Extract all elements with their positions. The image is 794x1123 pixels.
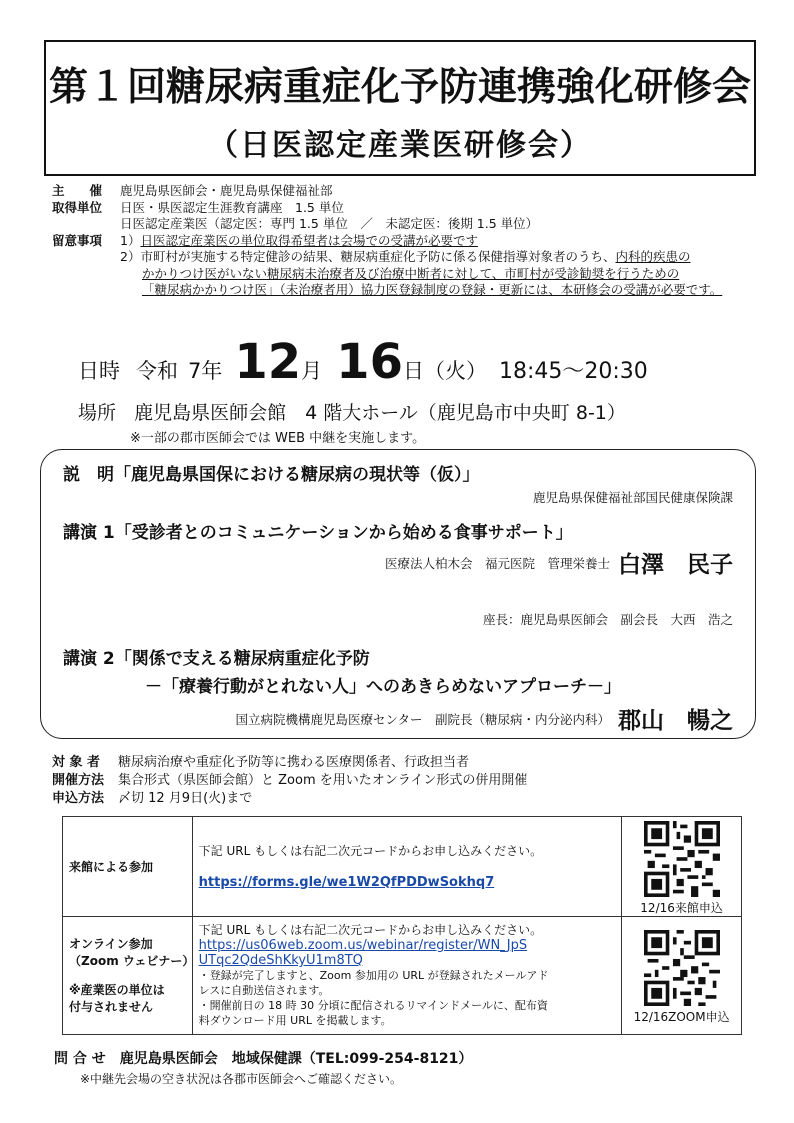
apply-deadline: 〆切 12 月9日(火)まで xyxy=(118,791,253,806)
target: 糖尿病治療や重症化予防等に携わる医療関係者、行政担当者 xyxy=(118,755,470,770)
row1-content xyxy=(192,817,622,917)
row2-note2a: ・開催前日の 18 時 30 分頃に配信されるリマインドメールに、配布資 xyxy=(198,999,548,1012)
weekday: （火） xyxy=(423,359,487,383)
info2-section xyxy=(52,754,772,808)
method-label: 開催方法 xyxy=(52,773,105,788)
row2-url-link-1[interactable]: https://us06web.zoom.us/webinar/register/WN_JpS xyxy=(198,938,528,953)
program-box xyxy=(40,449,756,739)
note1: 日医認定産業医の単位取得希望者は会場での受講が必要です xyxy=(140,232,478,248)
row2-note1a: ・登録が完了しますと、Zoom 参加用の URL が登録されたメールアド xyxy=(198,969,549,982)
note1-num: 1） xyxy=(120,232,141,248)
day-unit: 日 xyxy=(402,359,424,383)
page-title: 第１回糖尿病重症化予防連携強化研修会 xyxy=(48,65,751,110)
lecture1-title: 講演 1「受診者とのコミュニケーションから始める食事サポート」 xyxy=(63,523,573,543)
title-box xyxy=(44,40,756,176)
row2-text: 下記 URL もしくは右記二次元コードからお申し込みください。 xyxy=(198,923,543,937)
row1-label: 来館による参加 xyxy=(63,817,193,917)
lecture1-org: 医療法人柏木会 福元医院 管理栄養士 xyxy=(384,555,610,571)
organizer-label: 主 催 xyxy=(52,183,103,198)
datetime-label: 日時 xyxy=(78,359,120,383)
note2-num: 2） xyxy=(120,249,141,264)
row2-qr-caption: 12/16ZOOM申込 xyxy=(633,1010,730,1024)
row1-url-link[interactable]: https://forms.gle/we1W2QfPDDwSokhq7 xyxy=(198,874,495,890)
note2-a: 市町村が実施する特定健診の結果、糖尿病重症化予防に係る保健指導対象者のうち、 xyxy=(140,249,616,264)
explain-title: 説 明「鹿児島県国保における糖尿病の現状等（仮）」 xyxy=(63,465,480,485)
notes-label: 留意事項 xyxy=(52,232,103,248)
qr-code-icon[interactable] xyxy=(644,821,720,897)
credit-line2: 日医認定産業医（認定医：専門 1.5 単位 ／ 未認定医：後期 1.5 単位） xyxy=(120,216,539,231)
row1-qr-cell xyxy=(622,817,742,917)
lecture2-speaker: 郡山 暢之 xyxy=(618,708,733,734)
row1-text: 下記 URL もしくは右記二次元コードからお申し込みください。 xyxy=(198,843,543,858)
web-note: ※一部の郡市医師会では WEB 中継を実施します。 xyxy=(130,431,426,446)
contact: 問 合 せ 鹿児島県医師会 地域保健課（TEL:099-254-8121） xyxy=(54,1051,473,1067)
event-datetime xyxy=(78,334,758,390)
lecture2-title: 講演 2「関係で支える糖尿病重症化予防 xyxy=(63,649,370,669)
row2-label xyxy=(63,917,193,1035)
explain-org: 鹿児島県保健福祉部国民健康保険課 xyxy=(532,490,733,505)
lecture2-subtitle: －「療養行動がとれない人」へのあきらめないアプローチ－」 xyxy=(145,677,621,697)
era: 令和 xyxy=(136,359,178,383)
page-subtitle: （日医認定産業医研修会） xyxy=(208,128,592,163)
apply-label: 申込方法 xyxy=(52,791,105,806)
day: 16 xyxy=(336,334,403,390)
time: 18:45～20:30 xyxy=(498,359,648,384)
note2-c: 「糖尿病かかりつけ医」（未治療者用）協力医登録制度の登録・更新には、本研修会の受講が必要です。 xyxy=(142,282,723,297)
row2-note2b: 料ダウンロード用 URL を掲載します。 xyxy=(198,1014,392,1027)
month: 12 xyxy=(234,334,302,390)
relay-note: ※中継先会場の空き状況は各郡市医師会へご確認ください。 xyxy=(80,1072,403,1086)
row2-label-1: オンライン参加 xyxy=(69,936,153,951)
event-place xyxy=(78,398,626,425)
chair: 座長：鹿児島県医師会 副会長 大西 浩之 xyxy=(482,612,733,627)
method: 集合形式（県医師会館）と Zoom を用いたオンライン形式の併用開催 xyxy=(118,773,528,788)
row2-label-4: 付与されません xyxy=(69,999,154,1014)
row2-label-2: （Zoom ウェビナー） xyxy=(69,953,195,968)
month-unit: 月 xyxy=(301,359,323,383)
place-value: 鹿児島県医師会館 4 階大ホール（鹿児島市中央町 8-1） xyxy=(134,402,626,424)
note2-b: かかりつけ医がいない糖尿病未治療者及び治療中断者に対して、市町村が受診勧奨を行うための xyxy=(142,265,680,281)
table-row xyxy=(63,917,742,1035)
row2-label-3: ※産業医の単位は xyxy=(69,982,165,997)
organizer: 鹿児島県医師会・鹿児島県保健福祉部 xyxy=(120,183,333,198)
row2-content xyxy=(192,917,622,1035)
lecture2-org: 国立病院機構鹿児島医療センター 副院長（糖尿病・内分泌内科） xyxy=(235,711,610,727)
row2-qr-cell xyxy=(622,917,742,1035)
info-section xyxy=(52,183,772,299)
place-label: 場所 xyxy=(78,402,117,424)
target-label: 対 象 者 xyxy=(52,755,101,770)
credit-label: 取得単位 xyxy=(52,199,103,215)
qr-code-icon[interactable] xyxy=(644,930,720,1006)
lecture1-speaker: 白澤 民子 xyxy=(618,552,733,578)
table-row xyxy=(63,817,742,917)
credit-line1: 日医・県医認定生涯教育講座 1.5 単位 xyxy=(120,199,344,215)
row2-url-link-2[interactable]: UTqc2QdeShKkyU1m8TQ xyxy=(198,953,363,968)
row2-note1b: レスに自動送信されます。 xyxy=(198,984,330,997)
apply-table xyxy=(62,816,742,1035)
note2-a-underlined: 内科的疾患の xyxy=(615,249,691,264)
row1-qr-caption: 12/16来館申込 xyxy=(640,901,723,915)
year: 7年 xyxy=(188,359,223,383)
